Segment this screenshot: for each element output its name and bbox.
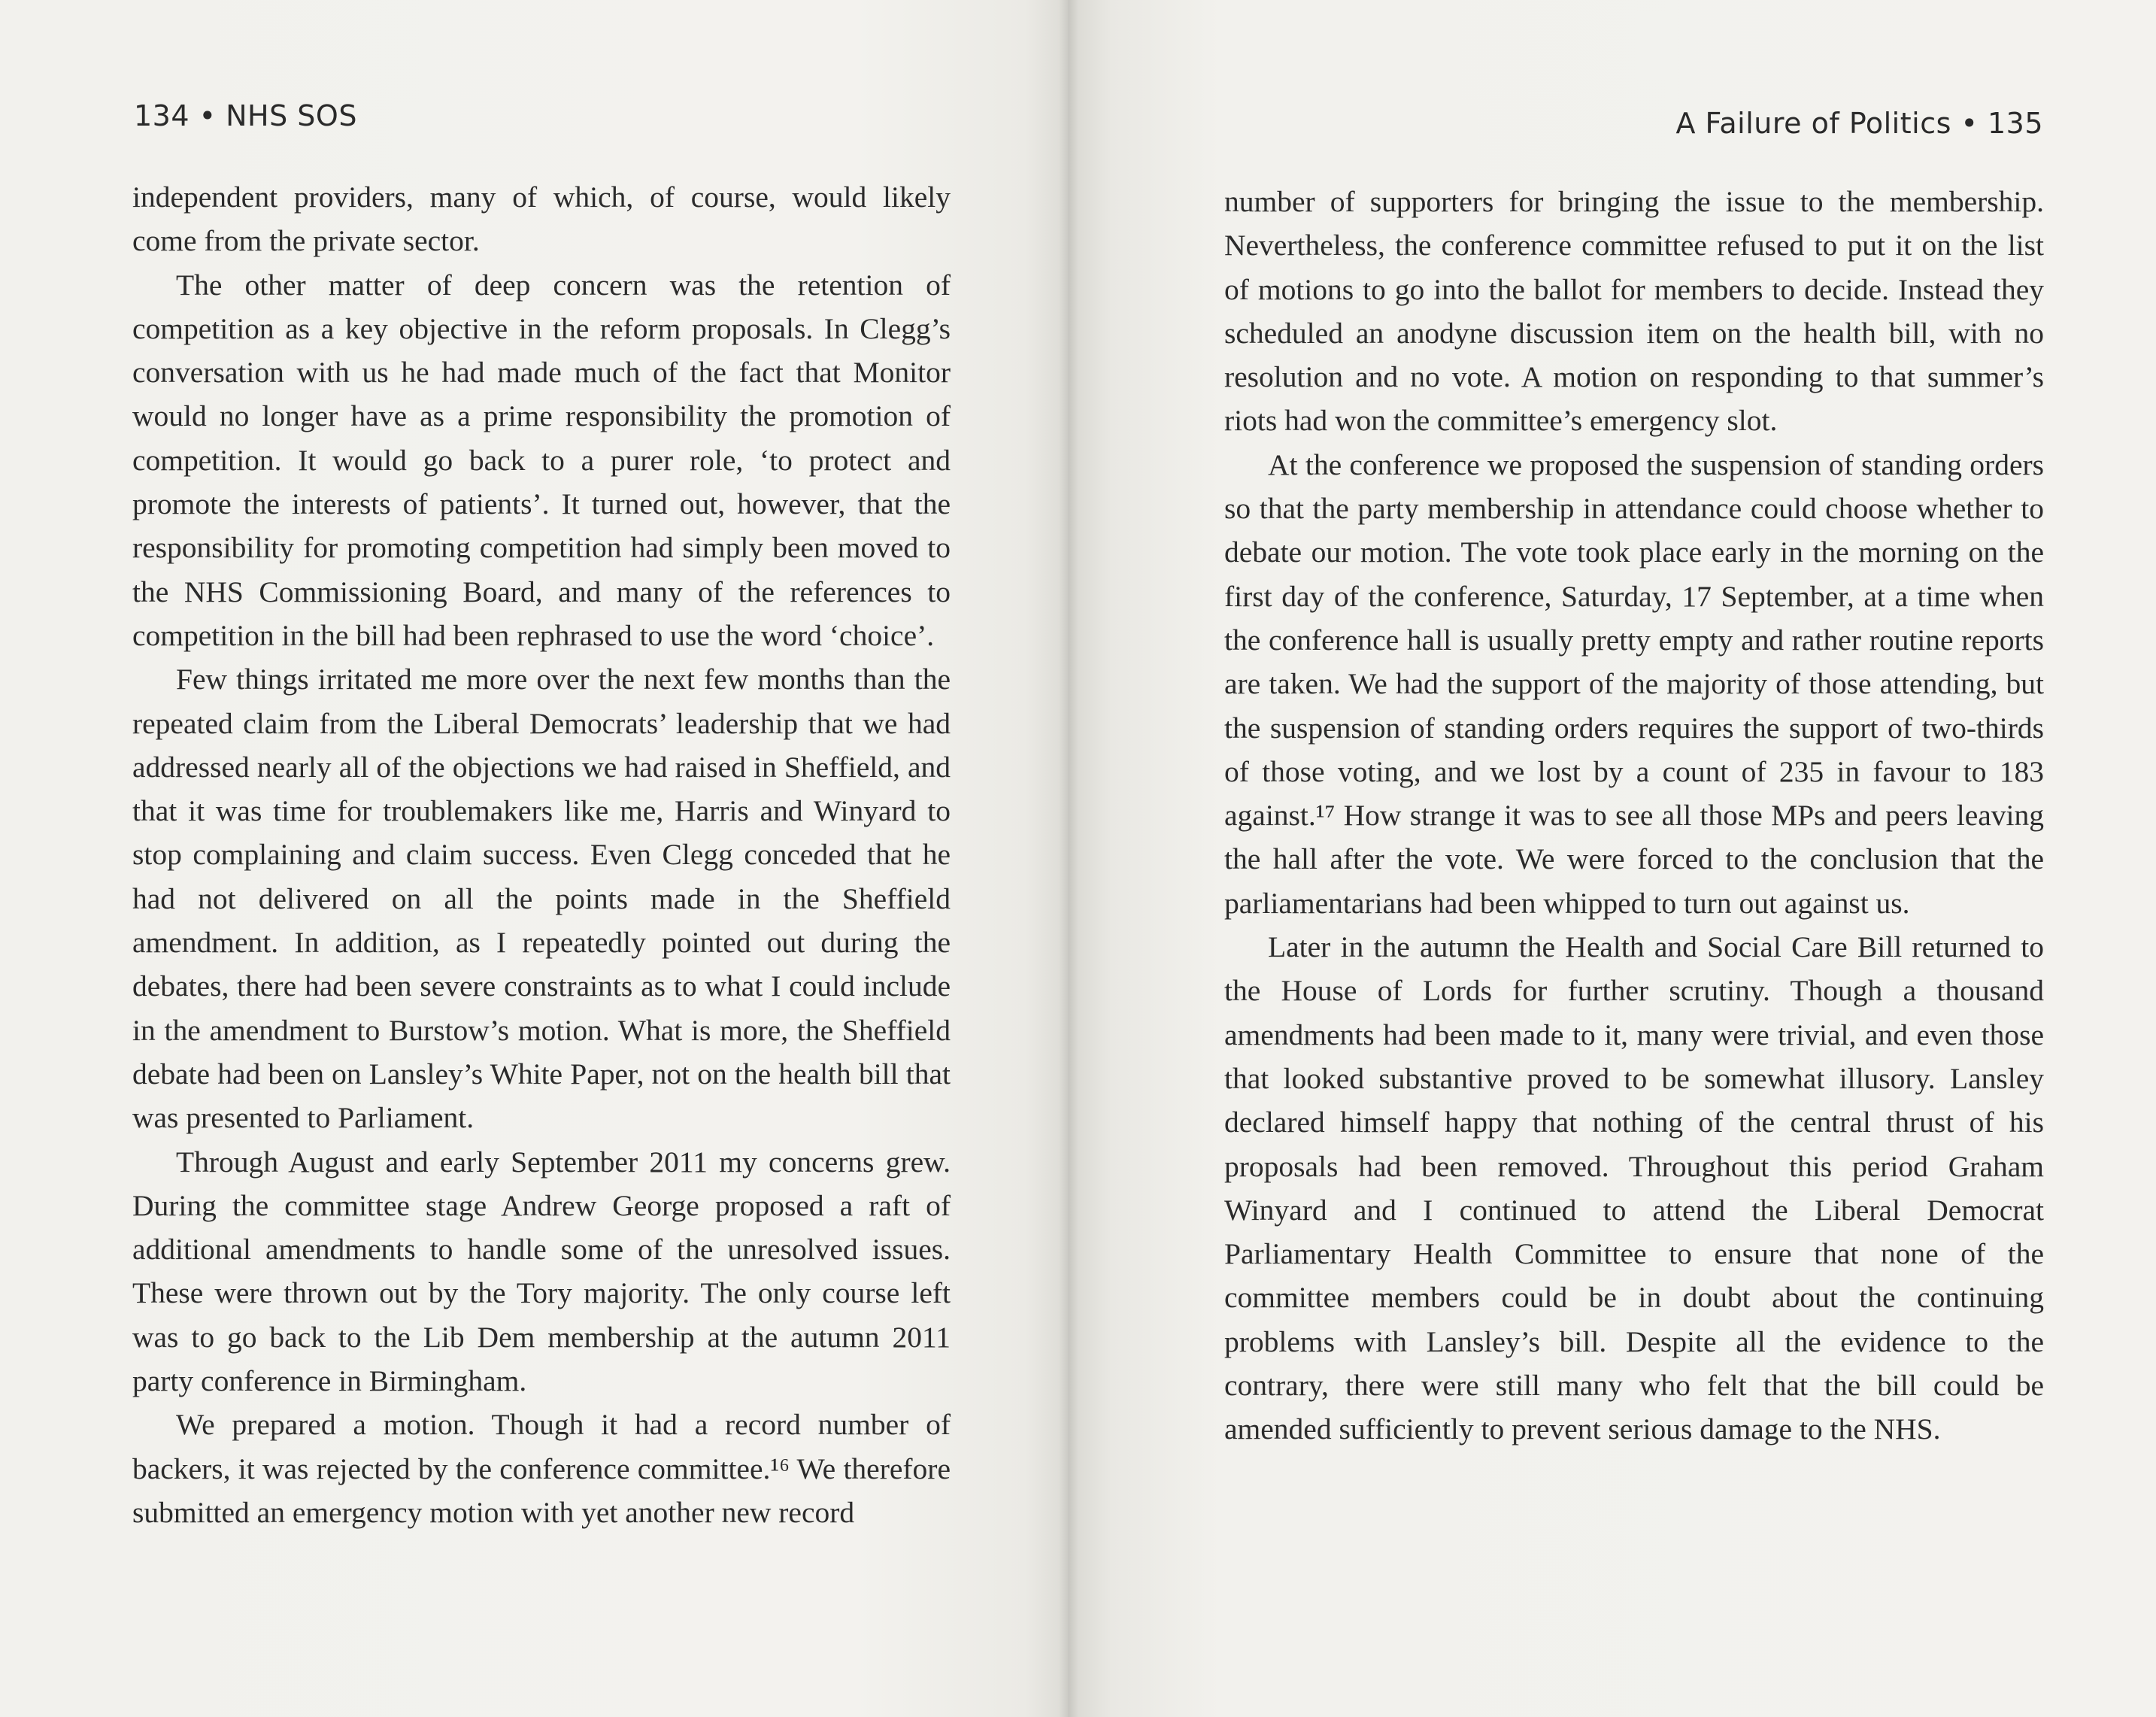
left-paragraph-4: Through August and early September 2011 my concerns grew. During the committee stage Andrew George proposed a raft of additional amendments to handle some of the unresolved issues. These were thrown out by the Tory majority. The only course left was to go back to the Lib Dem membership at the autumn 2011 party conference in Birmingham. [132,1145,951,1398]
right-page-body [1224,180,2044,1452]
left-paragraph-2: The other matter of deep concern was the retention of competition as a key objective in the reform proposals. In Clegg’s conversation with us he had made much of the fact that Monitor would no longer have as a prime responsibility the promotion of competition. It would go back to a purer role, ‘to protect and promote the interests of patients’. It turned out, however, that the responsibility for promoting competition had simply been moved to the NHS Commissioning Board, and many of the references to competition in the bill had been rephrased to use the word ‘choice’. [132,268,951,652]
right-running-head: A Failure of Politics • 135 [1675,107,2043,140]
left-paragraph-5: We prepared a motion. Though it had a record number of backers, it was rejected by the conference committee.¹⁶ We therefore submitted an emergency motion with yet another new record [132,1408,951,1529]
right-paragraph-1: number of supporters for bringing the issue to the membership. Nevertheless, the conference committee refused to put it on the list of motions to go into the ballot for members to decide. Instead they scheduled an anodyne discussion item on the health bill, with no resolution and no vote. A motion on responding to that summer’s riots had won the committee’s emergency slot. [1224,185,2044,438]
left-paragraph-1: independent providers, many of which, of course, would likely come from the private sector. [132,180,951,258]
left-paragraph-3: Few things irritated me more over the next few months than the repeated claim from the Liberal Democrats’ leadership that we had addressed nearly all of the objections we had raised in Sheffield, and that it was time for troublemakers like me, Harris and Winyard to stop complaining and claim success. Even Clegg conceded that he had not delivered on all the points made in the Sheffield amendment. In addition, as I repeatedly pointed out during the debates, there had been severe constraints as to what I could include in the amendment to Burstow’s motion. What is more, the Sheffield debate had been on Lansley’s White Paper, not on the health bill that was presented to Parliament. [132,663,951,1135]
left-page-body [132,175,951,1534]
book-gutter-shadow [1059,0,1078,1717]
left-page [0,0,1068,1717]
left-running-head: 134 • NHS SOS [134,99,357,132]
right-paragraph-3: Later in the autumn the Health and Social Care Bill returned to the House of Lords for further scrutiny. Though a thousand amendments had been made to it, many were trivial, and even those that looked substantive proved to be somewhat illusory. Lansley declared himself happy that nothing of the central thrust of his proposals had been removed. Throughout this period Graham Winyard and I continued to attend the Liberal Democrat Parliamentary Health Committee to ensure that none of the committee members could be in doubt about the continuing problems with Lansley’s bill. Despite all the evidence to the contrary, there were still many who felt that the bill could be amended sufficiently to prevent serious damage to the NHS. [1224,930,2044,1446]
right-paragraph-2: At the conference we proposed the suspension of standing orders so that the party membership in attendance could choose whether to debate our motion. The vote took place early in the morning on the first day of the conference, Saturday, 17 September, at a time when the conference hall is usually pretty empty and rather routine reports are taken. We had the support of the majority of those attending, but the suspension of standing orders requires the support of two-thirds of those voting, and we lost by a count of 235 in favour to 183 against.¹⁷ How strange it was to see all those MPs and peers leaving the hall after the vote. We were forced to the conclusion that the parliamentarians had been whipped to turn out against us. [1224,447,2044,920]
